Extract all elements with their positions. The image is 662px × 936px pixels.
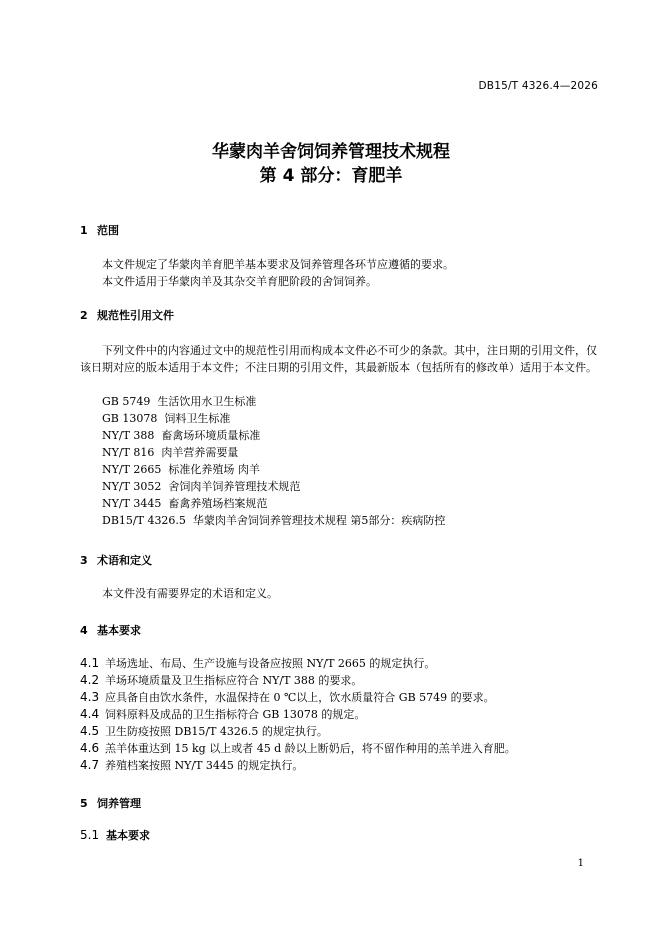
clause-4-6 <box>80 740 610 757</box>
scope-paragraph-2: 本文件适用于华蒙肉羊及其杂交羊育肥阶段的舍饲饲养。 <box>102 275 377 288</box>
reference-list <box>102 393 445 529</box>
section-title: 术语和定义 <box>97 554 152 567</box>
reference-item: GB 13078 饲料卫生标准 <box>102 412 231 425</box>
normative-intro: 下列文件中的内容通过文中的规范性引用而构成本文件必不可少的条款。其中，注日期的引用文件，仅该日期对应的版本适用于本文件；不注日期的引用文件，其最新版本（包括所有的修改单）适用于本文件。 <box>80 344 597 374</box>
clause-4-2 <box>80 672 610 689</box>
clause-text: 卫生防疫按照 DB15/T 4326.5 的规定执行。 <box>105 725 328 738</box>
section-title: 范围 <box>97 224 119 237</box>
clause-text: 养殖档案按照 NY/T 3445 的规定执行。 <box>105 759 304 772</box>
reference-item: DB15/T 4326.5 华蒙肉羊舍饲饲养管理技术规程 第5部分：疾病防控 <box>102 514 446 527</box>
reference-item: NY/T 3445 畜禽养殖场档案规范 <box>102 497 268 510</box>
reference-item: GB 5749 生活饮用水卫生标准 <box>102 395 257 408</box>
reference-item: NY/T 388 畜禽场环境质量标准 <box>102 429 261 442</box>
section-number: 1 <box>80 224 88 237</box>
section-number: 4 <box>80 624 88 637</box>
subsection-number: 5.1 <box>80 828 100 842</box>
terms-paragraph: 本文件没有需要界定的术语和定义。 <box>102 587 278 600</box>
clause-number: 4.4 <box>80 707 100 721</box>
clause-4-3 <box>80 689 610 706</box>
document-code: DB15/T 4326.4—2026 <box>478 80 598 92</box>
clause-number: 4.6 <box>80 741 100 755</box>
subsection-5-1-heading <box>80 827 150 843</box>
reference-item: NY/T 3052 舍饲肉羊饲养管理技术规范 <box>102 480 301 493</box>
clause-4-5 <box>80 723 610 740</box>
section-title: 规范性引用文件 <box>97 309 174 322</box>
section-3-heading <box>80 552 152 568</box>
reference-item: NY/T 2665 标准化养殖场 肉羊 <box>102 463 260 476</box>
section-1-heading <box>80 222 119 238</box>
section-title: 饲养管理 <box>97 797 141 810</box>
page-number: 1 <box>577 858 584 869</box>
section-number: 3 <box>80 554 88 567</box>
clause-text: 饲料原料及成品的卫生指标符合 GB 13078 的规定。 <box>105 708 366 721</box>
clause-number: 4.1 <box>80 656 100 670</box>
clause-text: 应具备自由饮水条件，水温保持在 0 ℃以上，饮水质量符合 GB 5749 的要求。 <box>105 691 495 704</box>
clause-4-7 <box>80 757 610 774</box>
clause-number: 4.5 <box>80 724 100 738</box>
title-main: 华蒙肉羊舍饲饲养管理技术规程 <box>212 142 450 162</box>
clause-number: 4.7 <box>80 758 100 772</box>
section-5-heading <box>80 795 141 811</box>
clause-number: 4.3 <box>80 690 100 704</box>
title-part: 第 4 部分：育肥羊 <box>259 166 403 186</box>
section-4-heading <box>80 622 141 638</box>
section-title: 基本要求 <box>97 624 141 637</box>
subsection-title: 基本要求 <box>106 829 150 842</box>
reference-item: NY/T 816 肉羊营养需要量 <box>102 446 239 459</box>
scope-paragraph-1: 本文件规定了华蒙肉羊育肥羊基本要求及饲养管理各环节应遵循的要求。 <box>102 258 454 271</box>
clause-list <box>80 655 610 774</box>
clause-number: 4.2 <box>80 673 100 687</box>
section-number: 2 <box>80 309 88 322</box>
clause-text: 羊场选址、布局、生产设施与设备应按照 NY/T 2665 的规定执行。 <box>105 657 436 670</box>
section-2-heading <box>80 307 174 323</box>
section-number: 5 <box>80 797 88 810</box>
clause-4-1 <box>80 655 610 672</box>
clause-text: 羔羊体重达到 15 kg 以上或者 45 d 龄以上断奶后，将不留作种用的羔羊进入育肥。 <box>105 742 516 755</box>
clause-text: 羊场环境质量及卫生指标应符合 NY/T 388 的要求。 <box>105 674 363 687</box>
document-title <box>0 140 662 188</box>
clause-4-4 <box>80 706 610 723</box>
